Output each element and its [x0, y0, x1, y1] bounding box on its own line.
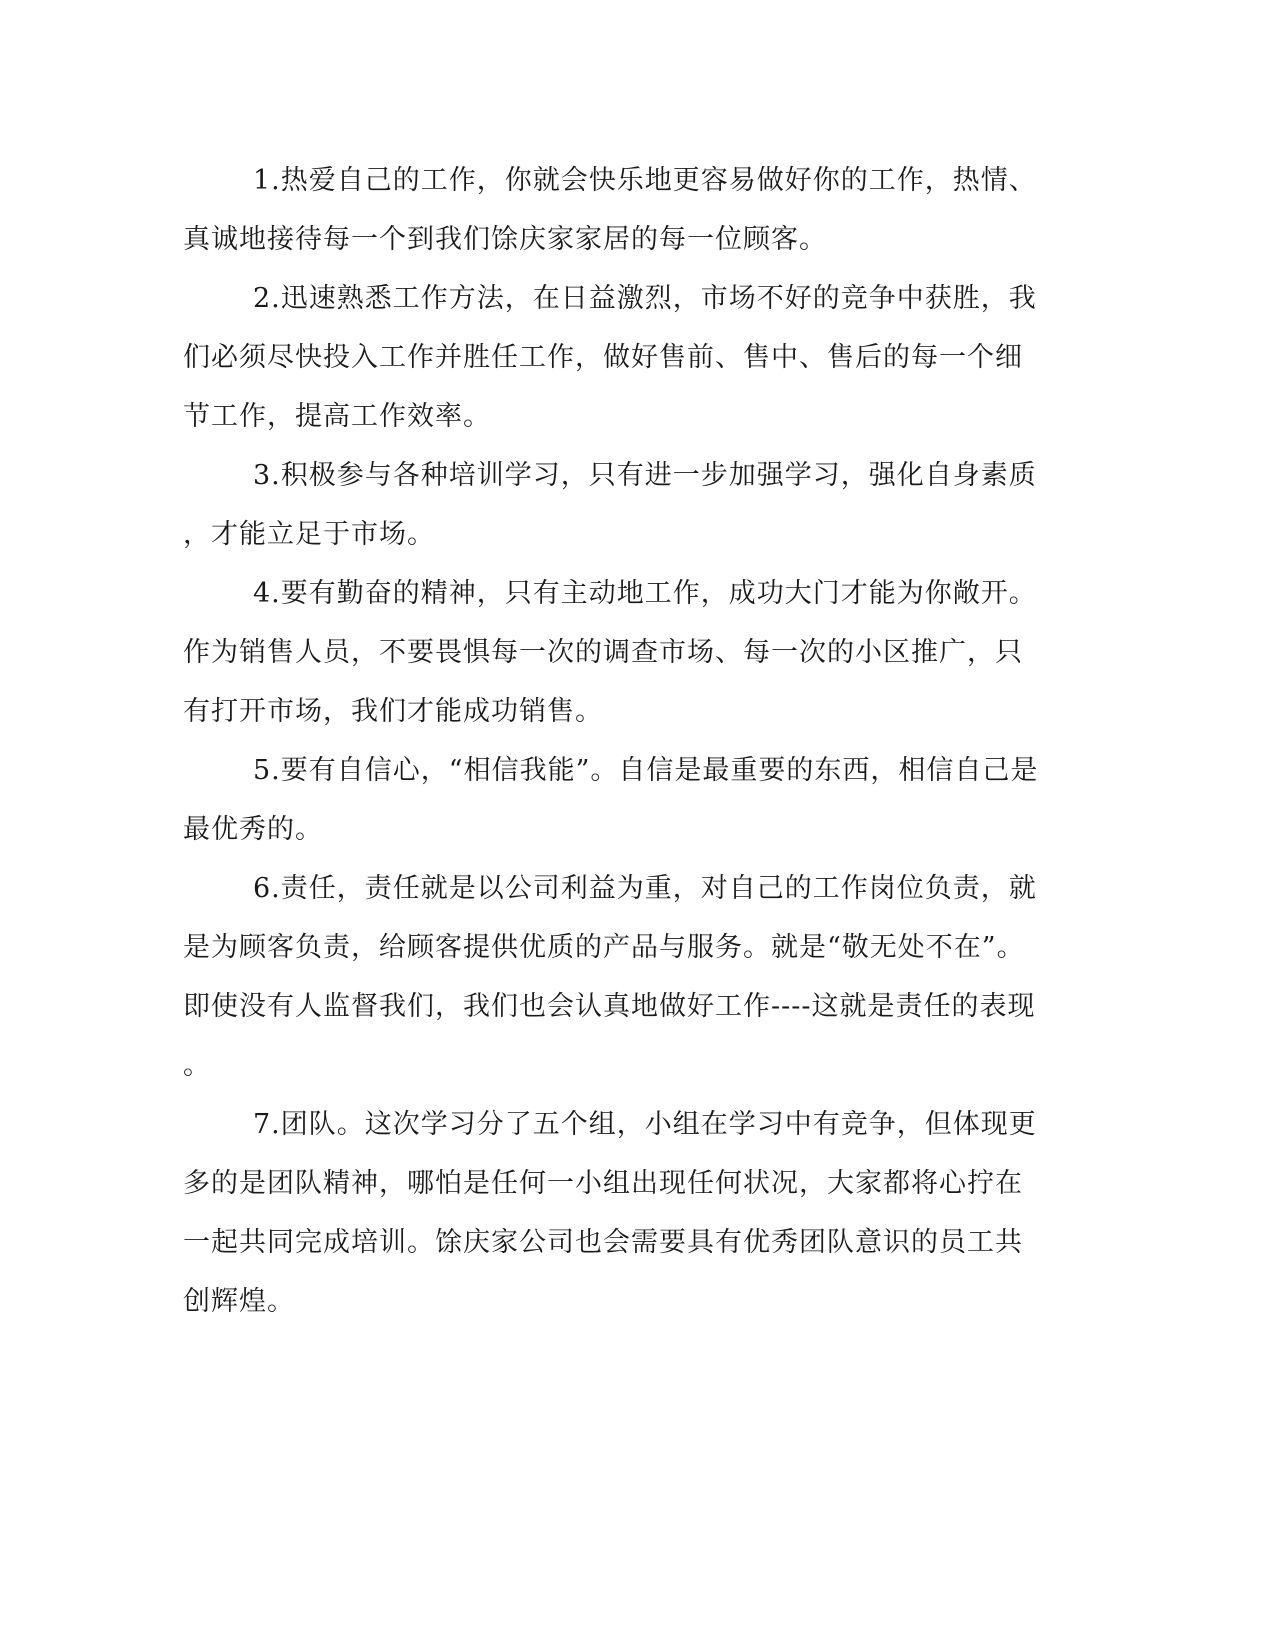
- paragraph-7-line-1: 7.团队。这次学习分了五个组，小组在学习中有竞争，但体现更: [253, 1109, 1037, 1140]
- paragraph-4-line-1: 4.要有勤奋的精神，只有主动地工作，成功大门才能为你敞开。: [253, 578, 1037, 609]
- paragraph-2-line-1: 2.迅速熟悉工作方法，在日益激烈，市场不好的竞争中获胜，我: [253, 283, 1037, 314]
- paragraph-1-line-1: 1.热爱自己的工作，你就会快乐地更容易做好你的工作，热情、: [253, 165, 1037, 196]
- paragraph-6-line-1: 6.责任，责任就是以公司利益为重，对自己的工作岗位负责，就: [253, 873, 1037, 904]
- paragraph-6-line-2: 是为顾客负责，给顾客提供优质的产品与服务。就是“敬无处不在”。: [183, 932, 1025, 963]
- paragraph-5-line-1: 5.要有自信心，“相信我能”。自信是最重要的东西，相信自己是: [253, 755, 1039, 786]
- paragraph-3-line-1: 3.积极参与各种培训学习，只有进一步加强学习，强化自身素质: [253, 460, 1037, 491]
- paragraph-2-line-2: 们必须尽快投入工作并胜任工作，做好售前、售中、售后的每一个细: [183, 342, 1023, 373]
- paragraph-1-line-2: 真诚地接待每一个到我们馀庆家家居的每一位顾客。: [183, 224, 827, 255]
- paragraph-6-line-3: 即使没有人监督我们，我们也会认真地做好工作----这就是责任的表现: [183, 991, 1036, 1022]
- paragraph-7-line-2: 多的是团队精神，哪怕是任何一小组出现任何状况，大家都将心拧在: [183, 1168, 1023, 1199]
- paragraph-4-line-2: 作为销售人员，不要畏惧每一次的调查市场、每一次的小区推广，只: [183, 637, 1023, 668]
- paragraph-7-line-3: 一起共同完成培训。馀庆家公司也会需要具有优秀团队意识的员工共: [183, 1227, 1023, 1258]
- paragraph-2-line-3: 节工作，提高工作效率。: [183, 401, 491, 432]
- paragraph-7-line-4: 创辉煌。: [183, 1286, 295, 1317]
- paragraph-5-line-2: 最优秀的。: [183, 814, 323, 845]
- paragraph-4-line-3: 有打开市场，我们才能成功销售。: [183, 696, 603, 727]
- paragraph-3-line-2: ，才能立足于市场。: [183, 519, 435, 550]
- paragraph-6-line-4: 。: [183, 1050, 211, 1081]
